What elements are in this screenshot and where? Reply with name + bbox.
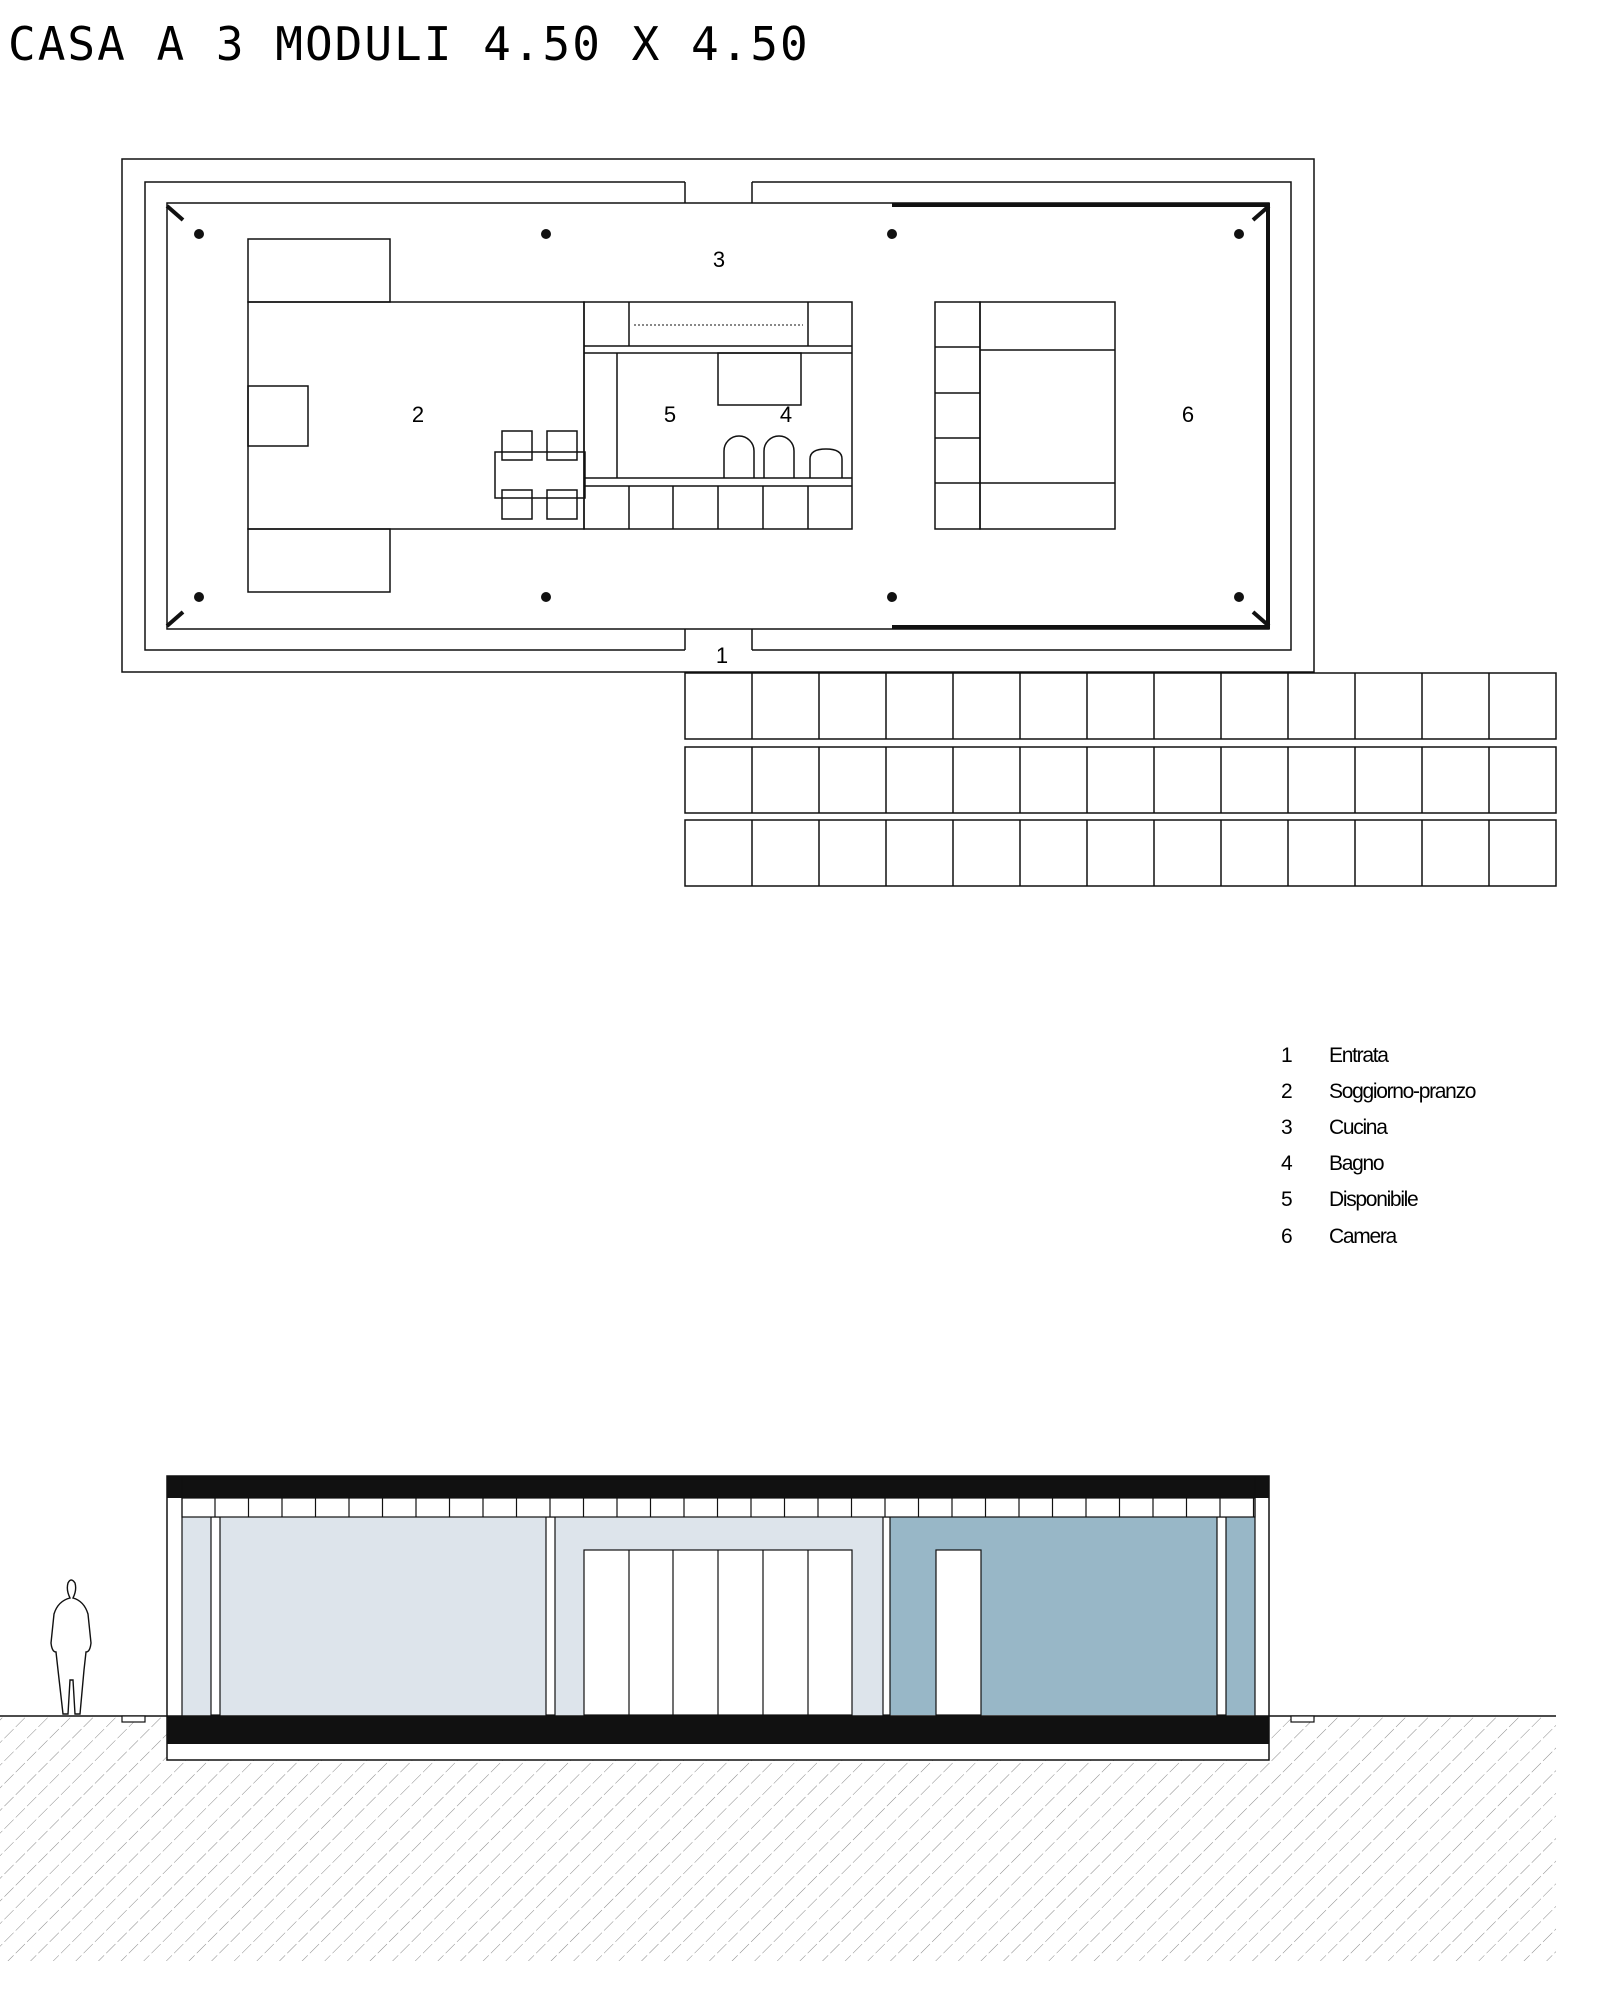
bathtub <box>718 353 801 405</box>
svg-text:4: 4 <box>1281 1152 1293 1175</box>
svg-text:Bagno: Bagno <box>1329 1152 1384 1175</box>
drawing-title: CASA A 3 MODULI 4.50 X 4.50 <box>8 17 810 71</box>
svg-text:Camera: Camera <box>1329 1225 1396 1248</box>
room-label-5: 5 <box>663 402 677 427</box>
wardrobe <box>935 302 980 529</box>
room-label-2: 2 <box>411 402 425 427</box>
legend-item <box>1281 1080 1476 1103</box>
deck-pavers <box>685 673 1556 886</box>
bed <box>980 302 1115 529</box>
wall-left-strip <box>182 1517 211 1715</box>
wall-living <box>220 1517 546 1715</box>
columns <box>194 229 1244 602</box>
roof-slab <box>167 1476 1269 1498</box>
svg-text:Entrata: Entrata <box>1329 1044 1388 1067</box>
legend-item <box>1281 1152 1384 1175</box>
dining-table <box>495 452 585 498</box>
sofa-top <box>248 239 390 302</box>
legend-item <box>1281 1225 1398 1248</box>
plan-platform-outline <box>122 159 1314 672</box>
floor-plan <box>122 159 1556 886</box>
svg-text:2: 2 <box>1281 1080 1293 1103</box>
room-label-4: 4 <box>779 402 793 427</box>
svg-text:Cucina: Cucina <box>1329 1116 1387 1139</box>
svg-text:5: 5 <box>1281 1188 1293 1211</box>
room-label-3: 3 <box>712 247 726 272</box>
svg-text:6: 6 <box>1281 1225 1293 1248</box>
legend-item <box>1281 1116 1388 1139</box>
legend-item <box>1281 1188 1418 1211</box>
bidet <box>764 436 794 478</box>
svg-text:1: 1 <box>1281 1044 1293 1067</box>
footing-left <box>122 1716 145 1722</box>
room-label-1: 1 <box>715 643 729 668</box>
washbasin <box>810 449 842 478</box>
wall-right-strip <box>1226 1517 1255 1715</box>
legend-item <box>1281 1044 1389 1067</box>
bedroom-thick-wall <box>892 205 1268 627</box>
svg-text:Soggiorno-pranzo: Soggiorno-pranzo <box>1329 1080 1476 1103</box>
bedroom-door <box>936 1550 981 1715</box>
room-labels <box>412 247 1194 668</box>
dining-chair <box>547 490 577 519</box>
human-figure <box>51 1580 91 1714</box>
svg-text:Disponibile: Disponibile <box>1329 1188 1418 1211</box>
dining-chair <box>547 431 577 460</box>
sofa-bottom <box>248 529 390 592</box>
floor-slab <box>167 1716 1269 1744</box>
toilet <box>724 436 754 478</box>
dining-chair <box>502 431 532 460</box>
section-elevation <box>0 1476 1556 1961</box>
svg-text:3: 3 <box>1281 1116 1293 1139</box>
room-legend <box>1281 1044 1476 1248</box>
dining-chair <box>502 490 532 519</box>
footing-right <box>1291 1716 1314 1722</box>
room-label-6: 6 <box>1181 402 1195 427</box>
beam-band <box>182 1498 1255 1517</box>
coffee-table <box>248 386 308 446</box>
service-panels <box>584 1550 852 1715</box>
